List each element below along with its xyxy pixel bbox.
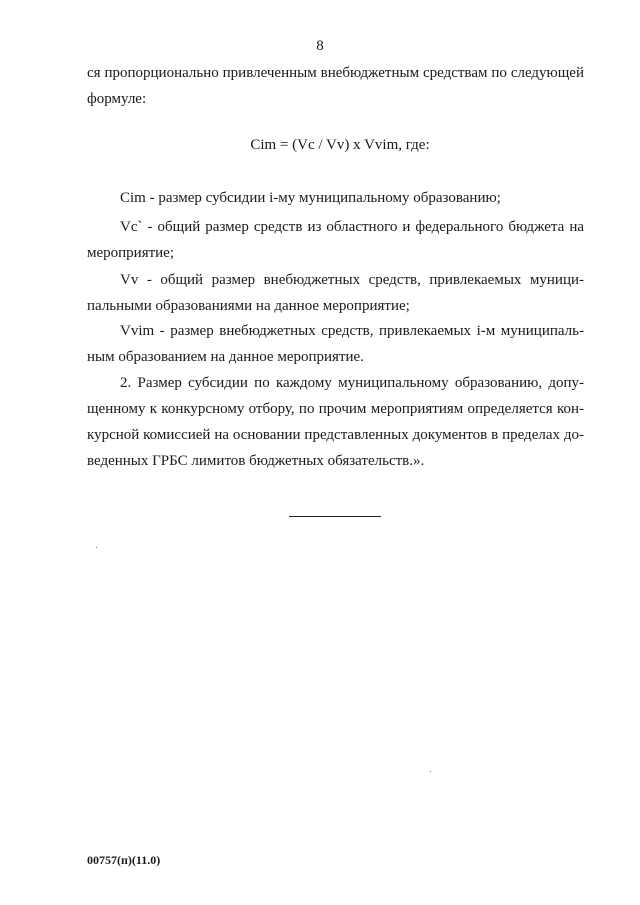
text-line: Vvim - размер внебюджетных средств, привлекаемых i-м муниципаль- [120, 323, 584, 339]
formula: Cim = (Vc / Vv) x Vvim, где: [250, 137, 430, 153]
divider-line [289, 516, 381, 517]
text-line: курсной комиссией на основании представленных документов в пределах до- [87, 427, 584, 443]
text-line: щенному к конкурсному отбору, по прочим мероприятиям определяется кон- [87, 401, 584, 417]
document-code: 00757(п)(11.0) [87, 853, 161, 867]
text-line: Cim - размер субсидии i-му муниципальному образованию; [120, 190, 501, 206]
text-line: мероприятие; [87, 245, 175, 261]
scan-speck [96, 547, 97, 548]
text-line: Vv - общий размер внебюджетных средств, привлекаемых муници- [120, 272, 584, 288]
page-number: 8 [316, 38, 324, 54]
definition-vvim [87, 318, 584, 370]
paragraph-2 [87, 370, 584, 474]
definition-vv [87, 267, 584, 319]
text-line: ся пропорционально привлеченным внебюджетным средствам по следующей [87, 65, 584, 81]
intro-paragraph [87, 60, 584, 112]
definition-cim [87, 185, 584, 211]
text-line: Vc` - общий размер средств из областного и федерального бюджета на [120, 219, 584, 235]
text-line: ным образованием на данное мероприятие. [87, 349, 364, 365]
text-line: 2. Размер субсидии по каждому муниципальному образованию, допу- [120, 375, 584, 391]
scan-speck [430, 771, 431, 772]
definition-vc [87, 214, 584, 266]
text-line: формуле: [87, 91, 147, 107]
text-line: пальными образованиями на данное мероприятие; [87, 298, 410, 314]
text-line: веденных ГРБС лимитов бюджетных обязательств.». [87, 453, 425, 469]
